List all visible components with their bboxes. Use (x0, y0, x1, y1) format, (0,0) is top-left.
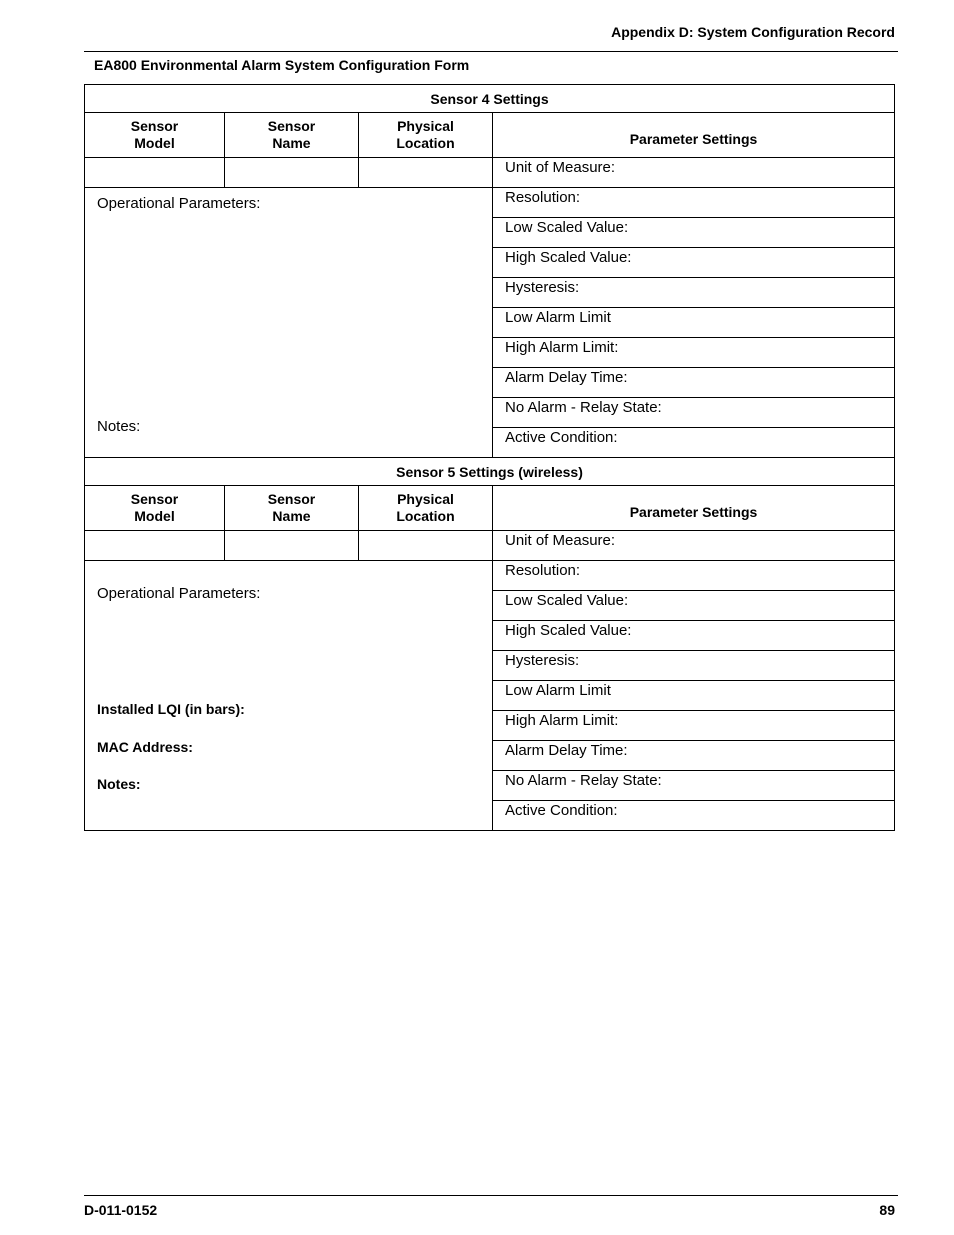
sensor4-param-low-scaled[interactable]: Low Scaled Value: (493, 218, 895, 248)
sensor5-param-high-scaled[interactable]: High Scaled Value: (493, 621, 895, 651)
sensor5-operational-block[interactable] (85, 561, 493, 831)
sensor5-notes-label: Notes: (97, 776, 141, 792)
sensor5-param-low-alarm[interactable]: Low Alarm Limit (493, 681, 895, 711)
sensor5-param-hysteresis[interactable]: Hysteresis: (493, 651, 895, 681)
sensor4-notes-label: Notes: (97, 418, 141, 435)
sensor4-location-field[interactable] (359, 158, 493, 188)
sensor5-param-delay[interactable]: Alarm Delay Time: (493, 741, 895, 771)
footer-doc-number: D-011-0152 (84, 1202, 158, 1218)
form-title: EA800 Environmental Alarm System Configuration Form (94, 57, 470, 73)
sensor5-param-relay-state[interactable]: No Alarm - Relay State: (493, 771, 895, 801)
sensor4-param-unit[interactable]: Unit of Measure: (493, 158, 895, 188)
sensor5-param-active-condition[interactable]: Active Condition: (493, 801, 895, 831)
footer-page-number: 89 (879, 1202, 895, 1218)
col-physical-location: Physical Location (359, 486, 493, 531)
sensor5-location-field[interactable] (359, 531, 493, 561)
sensor4-param-high-alarm[interactable]: High Alarm Limit: (493, 338, 895, 368)
sensor4-param-active-condition[interactable]: Active Condition: (493, 428, 895, 458)
sensor5-param-unit[interactable]: Unit of Measure: (493, 531, 895, 561)
col-sensor-name: Sensor Name (225, 113, 359, 158)
col-sensor-model: Sensor Model (85, 113, 225, 158)
sensor5-operational-label: Operational Parameters: (97, 585, 261, 602)
sensor4-param-delay[interactable]: Alarm Delay Time: (493, 368, 895, 398)
col-physical-location: Physical Location (359, 113, 493, 158)
sensor5-section-title: Sensor 5 Settings (wireless) (85, 458, 895, 486)
footer-rule (84, 1195, 898, 1196)
sensor5-model-field[interactable] (85, 531, 225, 561)
sensor4-param-low-alarm[interactable]: Low Alarm Limit (493, 308, 895, 338)
sensor5-mac-label: MAC Address: (97, 739, 193, 755)
sensor4-name-field[interactable] (225, 158, 359, 188)
col-parameter-settings: Parameter Settings (493, 113, 895, 158)
sensor4-operational-label: Operational Parameters: (97, 195, 261, 212)
sensor4-param-relay-state[interactable]: No Alarm - Relay State: (493, 398, 895, 428)
sensor5-param-high-alarm[interactable]: High Alarm Limit: (493, 711, 895, 741)
sensor4-param-hysteresis[interactable]: Hysteresis: (493, 278, 895, 308)
sensor4-param-resolution[interactable]: Resolution: (493, 188, 895, 218)
col-sensor-model: Sensor Model (85, 486, 225, 531)
sensor5-param-low-scaled[interactable]: Low Scaled Value: (493, 591, 895, 621)
sensor4-operational-block[interactable] (85, 188, 493, 458)
sensor4-param-high-scaled[interactable]: High Scaled Value: (493, 248, 895, 278)
page-header-title: Appendix D: System Configuration Record (611, 24, 895, 40)
sensor5-param-resolution[interactable]: Resolution: (493, 561, 895, 591)
header-rule (84, 51, 898, 52)
sensor4-model-field[interactable] (85, 158, 225, 188)
sensor5-name-field[interactable] (225, 531, 359, 561)
sensor4-section-title: Sensor 4 Settings (85, 85, 895, 113)
sensor4-table (84, 84, 895, 831)
col-parameter-settings: Parameter Settings (493, 486, 895, 531)
col-sensor-name: Sensor Name (225, 486, 359, 531)
sensor5-lqi-label: Installed LQI (in bars): (97, 701, 245, 717)
